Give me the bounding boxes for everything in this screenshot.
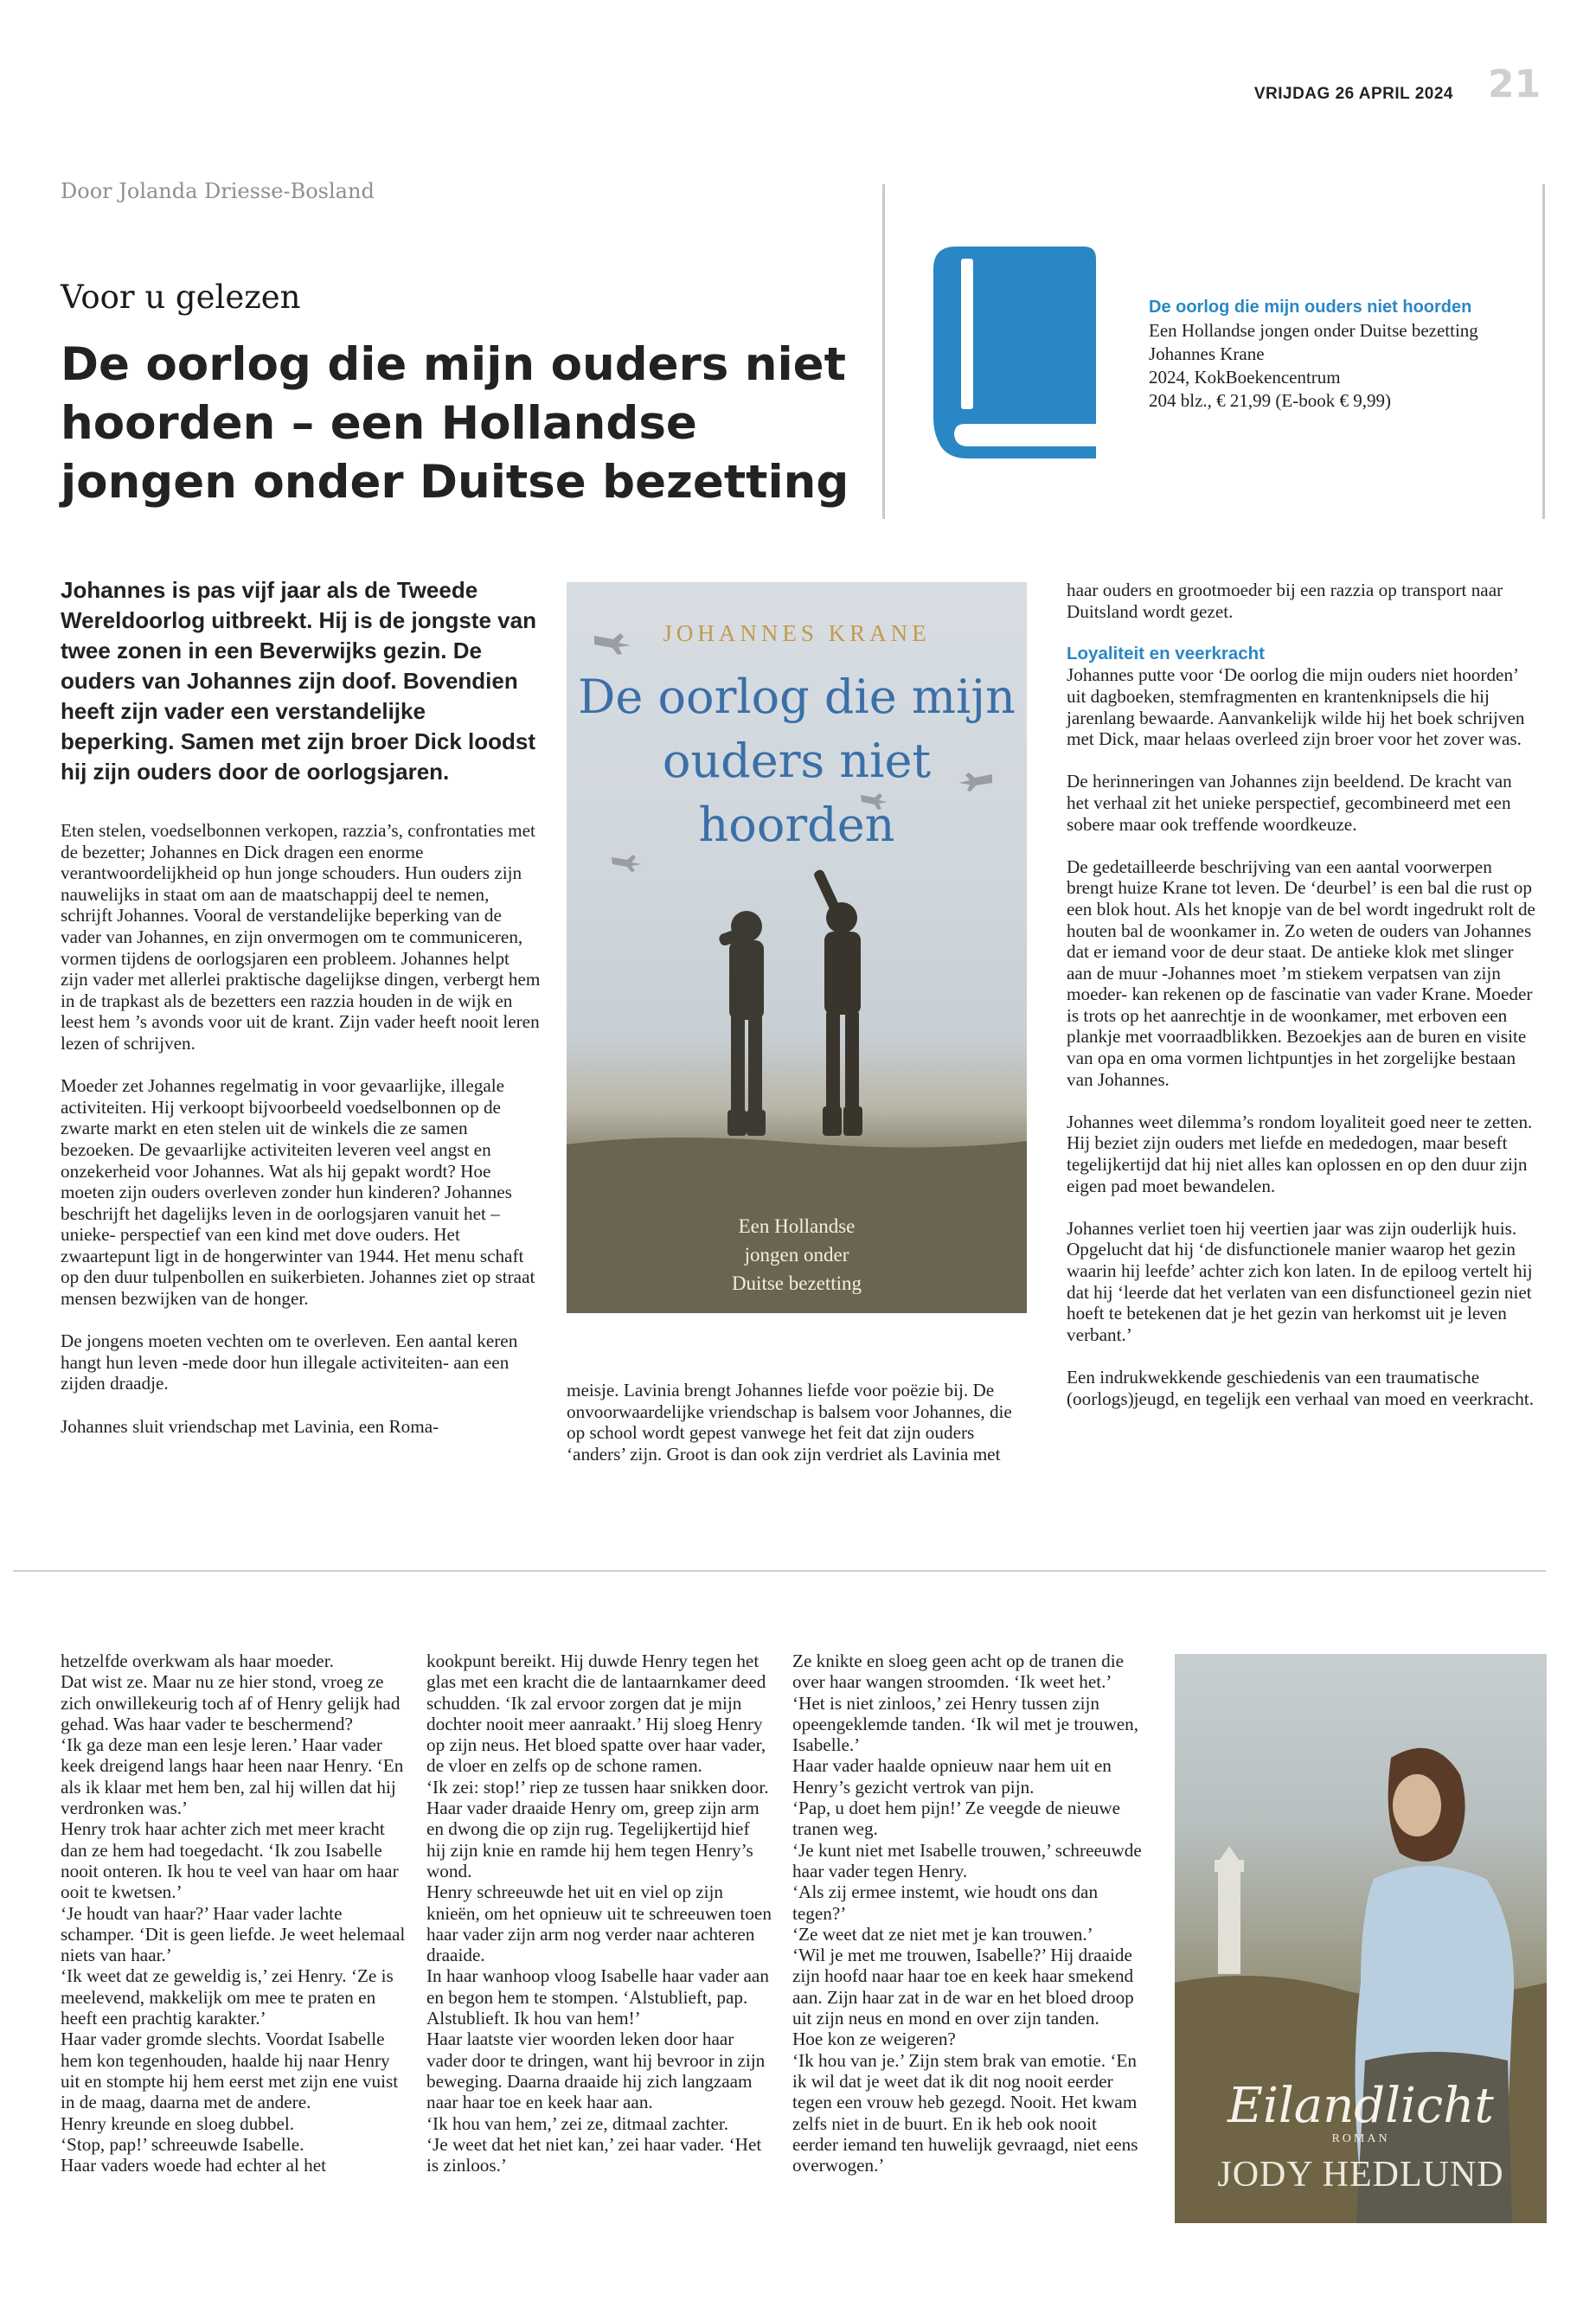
story-column-1	[61, 1650, 407, 2176]
article-paragraph: De herinneringen van Johannes zijn beeldend. De kracht van het verhaal zit het unieke perspectief, gecombineerd met een sobere maar ook treffende woordkeuze.	[1067, 771, 1512, 835]
article-column-1	[61, 575, 541, 1458]
story-paragraph: hetzelfde overkwam als haar moeder.	[61, 1650, 334, 1671]
article-subhead: Loyaliteit en veerkracht	[1067, 643, 1266, 663]
story-paragraph: Henry kreunde en sloeg dubbel.	[61, 2112, 295, 2134]
cover-title: De oorlog die mijn ouders niet hoorden	[578, 670, 1016, 852]
book-icon	[930, 247, 1103, 458]
story-paragraph: ‘Je kunt niet met Isabelle trouwen,’ schreeuwde haar vader tegen Henry.	[792, 1839, 1142, 1881]
story-paragraph: Henry schreeuwde het uit en viel op zijn knieën, om het opnieuw uit te schreeuwen toen haar vader zijn arm nog verder naar achteren draaide.	[426, 1881, 772, 1966]
divider-left	[882, 184, 885, 519]
headline: De oorlog die mijn ouders niet hoorden – een Hollandse jongen onder Duitse bezetting	[61, 338, 849, 509]
story-paragraph: Haar vaders woede had echter al het	[61, 2155, 327, 2176]
story-paragraph: ‘Ik hou van je.’ Zijn stem brak van emotie. ‘En ik wil dat je weet dat ik dit nog nooit eerder tegen een vrouw heb gezegd. Nooit. Het kwam zelfs niet in de buurt. En ik heb ook nooit eerder iemand ten huwelijk gevraagd, niet eens overwogen.’	[792, 2049, 1138, 2176]
cover-author: JOHANNES KRANE	[663, 620, 931, 646]
article-column-3	[1067, 580, 1538, 1431]
article-paragraph: haar ouders en grootmoeder bij een razzia op transport naar Duitsland wordt gezet.	[1067, 580, 1503, 622]
article-paragraph: Johannes sluit vriendschap met Lavinia, een Roma-	[61, 1415, 439, 1437]
story-paragraph: Dat wist ze. Maar nu ze hier stond, vroeg ze zich onwillekeurig toch af of Henry gelijk had gehad. Was haar vader te beschermend?	[61, 1671, 401, 1734]
article-paragraph: De gedetailleerde beschrijving van een aantal voorwerpen brengt huize Krane tot leven. De ‘deurbel’ is een bal die rust op een blok hout. Als het knopje van de bel wordt ingedrukt rolt de houten bal de woonkamer in. Zo weten de ouders van Johannes dat er iemand voor de deur staat. De antieke klok met slinger aan de muur -Johannes moet ’m stiekem verpatsen van zijn moeder- kan rekenen op de fascinatie van vader Krane. Moeder is trots op het aanrechtje in de woonkamer, met erboven een plankje met voorraadblikken. Bezoekjes aan de buren en visite van opa en oma vormen lichtpuntjes in het zorgelijke bestaan van Johannes.	[1067, 856, 1535, 1090]
story-paragraph: ‘Stop, pap!’ schreeuwde Isabelle.	[61, 2133, 304, 2155]
article-paragraph: Eten stelen, voedselbonnen verkopen, razzia’s, confrontaties met de bezetter; Johannes en Dick dragen een enorme verantwoordelijkheid op hun jonge schouders. Hun ouders zijn nauwelijks in staat om aan de maatschappij deel te nemen, schrijft Johannes. Vooral de verstandelijke beperking van de vader van Johannes, en zijn onvermogen om te communiceren, vormen tijdens de oorlogsjaren een probleem. Johannes helpt zijn vader met allerlei praktische dagelijkse dingen, verbergt hem in de trapkast als de bezetters een razzia houden in de wijk en leest hem ’s avonds voor uit de krant. Zijn vader heeft nooit leren lezen of schrijven.	[61, 820, 541, 1054]
story-paragraph: Henry trok haar achter zich met meer kracht dan ze hem had toegedacht. ‘Ik zou Isabelle nooit onteren. Ik hou te veel van haar om haar ooit te kwetsen.’	[61, 1818, 399, 1903]
book-info-publisher: 2024, KokBoekencentrum	[1149, 367, 1341, 388]
divider-right	[1542, 184, 1545, 519]
byline: Door Jolanda Driesse-Bosland	[61, 179, 375, 203]
article-paragraph: Moeder zet Johannes regelmatig in voor gevaarlijke, illegale activiteiten. Hij verkoopt bijvoorbeeld voedselbonnen op de zwarte markt en eten stelen uit de winkels die ze samen bezoeken. De gevaarlijke activiteiten leveren veel angst en onzekerheid voor Johannes. Wat als hij gepakt wordt? Hoe moeten zijn ouders overleven zonder hun kinderen? Johannes beschrijft het dagelijks leven in de oorlogsjaren vanuit het – unieke- perspectief van een kind met dove ouders. Het zwaartepunt ligt in de hongerwinter van 1944. Het menu schaft op den duur tulpenbollen en suikerbieten. Johannes ziet op straat mensen bezwijken van de honger.	[61, 1075, 535, 1310]
section-divider	[13, 1570, 1546, 1572]
book-info	[1149, 296, 1529, 413]
article-column-2	[567, 1380, 1029, 1486]
story-paragraph: ‘Pap, u doet hem pijn!’ Ze veegde de nieuwe tranen weg.	[792, 1798, 1121, 1840]
story-paragraph: kookpunt bereikt. Hij duwde Henry tegen het glas met een kracht die de lantaarnkamer deed schudden. ‘Ik zal ervoor zorgen dat je mijn dochter nooit meer aanraakt.’ Hij sloeg Henry op zijn neus. Het bloed spatte over haar vader, de vloer en zelfs op de schone ramen.	[426, 1650, 766, 1777]
story-paragraph: ‘Je weet dat het niet kan,’ zei haar vader. ‘Het is zinloos.’	[426, 2133, 762, 2176]
novel-cover-title: Eilandlicht	[1227, 2078, 1494, 2134]
article-intro: Johannes is pas vijf jaar als de Tweede Wereldoorlog uitbreekt. Hij is de jongste van twee zonen in een Beverwijks gezin. De ouders van Johannes zijn doof. Bovendien heeft zijn vader een verstandelijke beperking. Samen met zijn broer Dick loodst hij zijn ouders door de oorlogsjaren.	[61, 577, 536, 785]
story-paragraph: ‘Je houdt van haar?’ Haar vader lachte schamper. ‘Dit is geen liefde. Je weet helemaal niets van haar.’	[61, 1902, 406, 1966]
story-paragraph: ‘Als zij ermee instemt, wie houdt ons dan tegen?’	[792, 1881, 1099, 1924]
story-paragraph: ‘Ik ga deze man een lesje leren.’ Haar vader keek dreigend langs haar heen naar Henry. ‘En als ik klaar met hem ben, zal hij willen dat hij verdronken was.’	[61, 1734, 404, 1819]
story-paragraph: ‘Het is niet zinloos,’ zei Henry tussen zijn opeengeklemde tanden. ‘Ik wil met je trouwen, Isabelle.’	[792, 1692, 1139, 1756]
cover-subtitle-line: jongen onder	[744, 1244, 849, 1266]
article-paragraph: Johannes putte voor ‘De oorlog die mijn ouders niet hoorden’ uit dagboeken, stemfragmenten en krantenknipsels die hij jarenlang bewaarde. Aanvankelijk wilde hij het boek schrijven met Dick, maar helaas overleed zijn broer voor het zover was.	[1067, 664, 1525, 750]
story-column-2	[426, 1650, 772, 2176]
article-paragraph: meisje. Lavinia brengt Johannes liefde voor poëzie bij. De onvoorwaardelijke vriendschap is balsem voor Johannes, die op school wordt gepest vanwege het feit dat zijn ouders ‘anders’ zijn. Groot is dan ook zijn verdriet als Lavinia met	[567, 1380, 1012, 1465]
book-info-author: Johannes Krane	[1149, 343, 1265, 364]
page-number: 21	[1488, 62, 1542, 106]
novel-cover-author: JODY HEDLUND	[1217, 2155, 1504, 2195]
story-paragraph: ‘Ze weet dat ze niet met je kan trouwen.’	[792, 1923, 1093, 1945]
story-paragraph: ‘Ik zei: stop!’ riep ze tussen haar snikken door.	[426, 1776, 769, 1798]
story-column-3	[792, 1650, 1147, 2176]
story-paragraph: In haar wanhoop vloog Isabelle haar vader aan en begon hem te stompen. ‘Alstublieft, pap. Alstublieft. Ik hou van hem!’	[426, 1965, 769, 2029]
book-info-details: 204 blz., € 21,99 (E-book € 9,99)	[1149, 390, 1391, 411]
story-paragraph: Haar vader gromde slechts. Voordat Isabelle hem kon tegenhouden, haalde hij naar Henry uit en stompte hij hem eerst met zijn ene vuist in de maag, daarna met de andere.	[61, 2029, 399, 2113]
cover-subtitle	[567, 1212, 1027, 1298]
story-paragraph: Haar vader haalde opnieuw naar hem uit en Henry’s gezicht vertrok van pijn.	[792, 1755, 1112, 1798]
story-paragraph: ‘Ik weet dat ze geweldig is,’ zei Henry. ‘Ze is meelevend, makkelijk om mee te praten en heeft een prachtig karakter.’	[61, 1965, 394, 2029]
book-info-subtitle: Een Hollandse jongen onder Duitse bezetting	[1149, 320, 1478, 341]
story-paragraph: Haar laatste vier woorden leken door haar vader door te dringen, want hij bevroor in zijn beweging. Daarna draaide hij zich langzaam naar haar toe en keek haar aan.	[426, 2029, 766, 2113]
article-paragraph: Johannes weet dilemma’s rondom loyaliteit goed neer te zetten. Hij beziet zijn ouders met liefde en mededogen, maar beseft tegelijkertijd dat hij niet alles kan oplossen en op den duur zijn eigen pad moet bewandelen.	[1067, 1111, 1533, 1196]
cover-subtitle-line: Duitse bezetting	[731, 1272, 862, 1294]
article-paragraph: De jongens moeten vechten om te overleven. Een aantal keren hangt hun leven -mede door hun illegale activiteiten- aan een zijden draadje.	[61, 1330, 518, 1394]
issue-date: VRIJDAG 26 APRIL 2024	[1253, 85, 1453, 103]
story-paragraph: Haar vader draaide Henry om, greep zijn arm en dwong die op zijn rug. Tegelijkertijd hief hij zijn knie en ramde hij hem tegen Henry’s wond.	[426, 1798, 760, 1881]
kicker: Voor u gelezen	[61, 279, 301, 316]
book-cover-image	[567, 582, 1027, 1313]
article-paragraph: Een indrukwekkende geschiedenis van een traumatische (oorlogs)jeugd, en tegelijk een verhaal van moed en veerkracht.	[1067, 1366, 1535, 1409]
novel-cover-genre: ROMAN	[1331, 2132, 1390, 2145]
story-paragraph: Ze knikte en sloeg geen acht op de tranen die over haar wangen stroomden. ‘Ik weet het.’	[792, 1650, 1124, 1693]
story-paragraph: ‘Ik hou van hem,’ zei ze, ditmaal zachter.	[426, 2112, 729, 2134]
story-paragraph: ‘Wil je met me trouwen, Isabelle?’ Hij draaide zijn hoofd naar haar toe en keek haar smekend aan. Zijn haar zat in de war en het bloed droop uit zijn neus en mond en over zijn tanden.	[792, 1945, 1134, 2029]
cover-subtitle-line: Een Hollandse	[738, 1215, 856, 1237]
novel-cover-image	[1175, 1654, 1547, 2223]
book-info-title: De oorlog die mijn ouders niet hoorden	[1149, 298, 1472, 317]
story-paragraph: Hoe kon ze weigeren?	[792, 2029, 956, 2050]
article-paragraph: Johannes verliet toen hij veertien jaar was zijn ouderlijk huis. Opgelucht dat hij ‘de disfunctionele manier waarop het gezin waarin hij leefde’ achter zich kon laten. In de epiloog vertelt hij dat hij ‘leerde dat het verlaten van een disfunctioneel gezin niet hoeft te betekenen dat je het gezin van herkomst uit je leven verbant.’	[1067, 1217, 1533, 1345]
